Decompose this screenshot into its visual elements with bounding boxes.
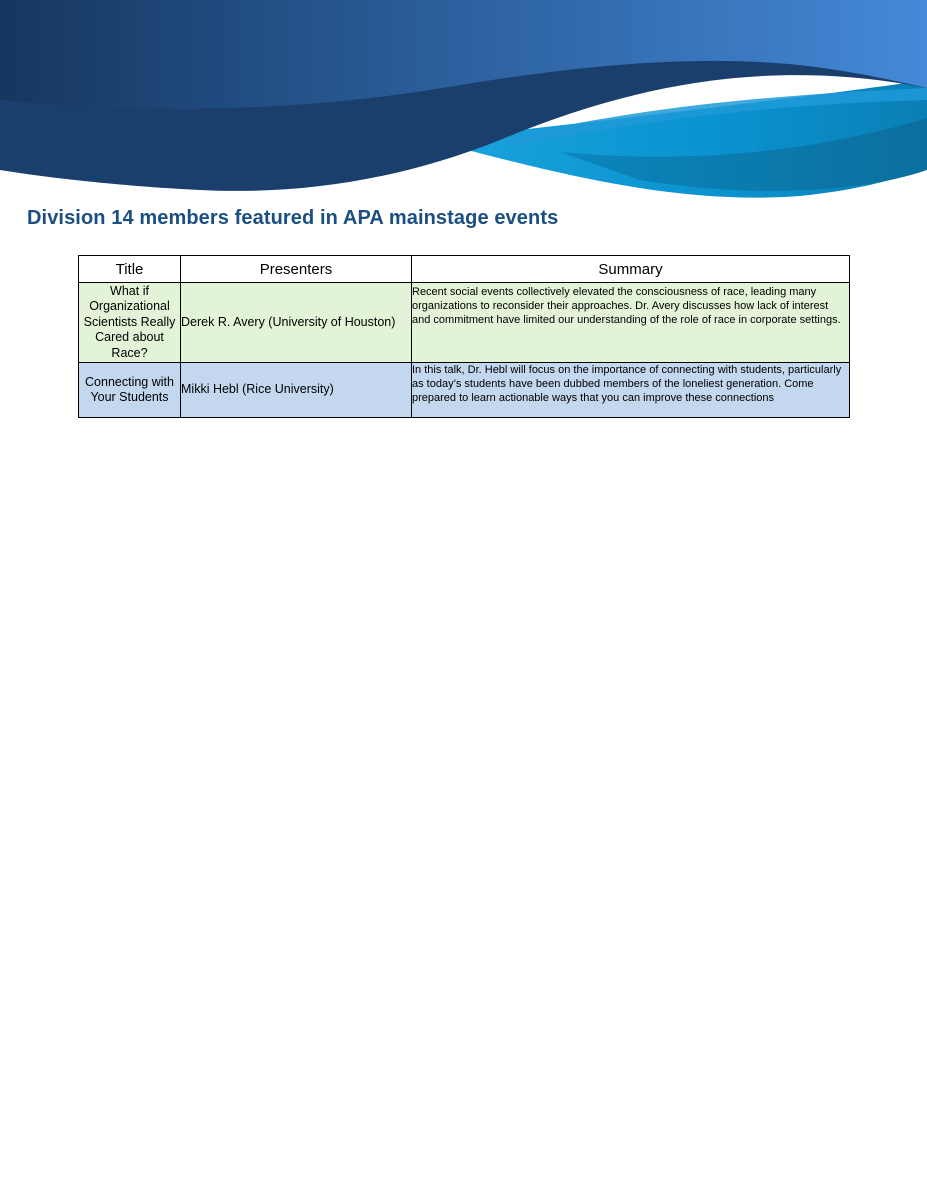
page-title: Division 14 members featured in APA mainstage events [27, 207, 559, 229]
event-summary-cell: In this talk, Dr. Hebl will focus on the importance of connecting with students, particularly as today’s students have been dubbed members of the loneliest generation. Come prepared to learn actionable ways that you can improve these connections [412, 363, 850, 418]
event-summary-cell: Recent social events collectively elevated the consciousness of race, leading many organizations to reconsider their approaches. Dr. Avery discusses how lack of interest and commitment have limited our understanding of the role of race in corporate settings. [412, 283, 850, 363]
event-presenters-cell: Mikki Hebl (Rice University) [181, 363, 412, 418]
table-row [79, 363, 850, 418]
table-row [79, 283, 850, 363]
event-title-cell: What if Organizational Scientists Really Cared about Race? [79, 283, 181, 363]
header-wave-banner [0, 0, 927, 205]
event-presenters-cell: Derek R. Avery (University of Houston) [181, 283, 412, 363]
event-title-cell: Connecting with Your Students [79, 363, 181, 418]
table-header-row [79, 256, 850, 283]
column-header-title: Title [79, 256, 181, 283]
events-table [78, 255, 850, 418]
column-header-summary: Summary [412, 256, 850, 283]
column-header-presenters: Presenters [181, 256, 412, 283]
